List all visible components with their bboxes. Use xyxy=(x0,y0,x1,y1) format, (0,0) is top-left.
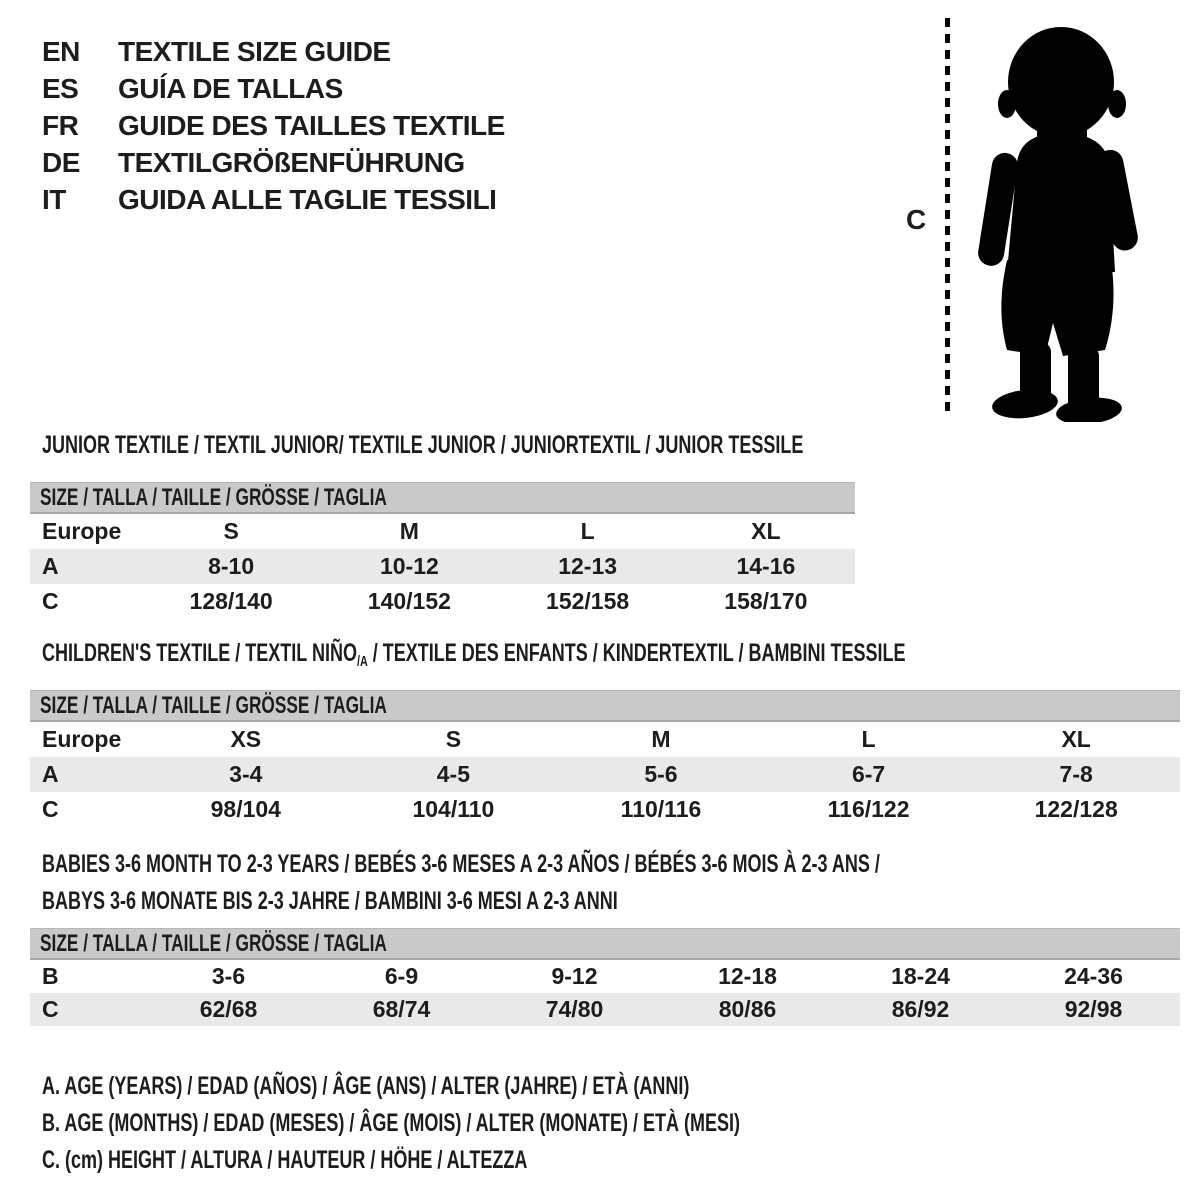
height-cell: 158/170 xyxy=(724,588,808,614)
height-cell: 68/74 xyxy=(372,996,431,1022)
language-row-es xyxy=(42,70,505,107)
table-row-europe xyxy=(30,722,1180,757)
row-label: C xyxy=(42,796,59,822)
age-cell: 10-12 xyxy=(379,553,439,579)
height-cell: 86/92 xyxy=(891,996,950,1022)
age-cell: 18-24 xyxy=(891,963,950,989)
children-title-sub: /A xyxy=(356,653,368,670)
size-cell: M xyxy=(399,518,419,544)
table-row-height xyxy=(30,792,1180,827)
language-header xyxy=(42,33,505,218)
size-cell: S xyxy=(223,518,239,544)
row-label: C xyxy=(42,588,59,614)
height-cell: 140/152 xyxy=(367,588,451,614)
children-title-post: / TEXTILE DES ENFANTS / KINDERTEXTIL / BAMBINI TESSILE xyxy=(367,639,906,667)
height-cell: 152/158 xyxy=(546,588,630,614)
row-label: Europe xyxy=(42,726,122,752)
size-cell: XS xyxy=(230,726,262,752)
junior-size-table xyxy=(30,482,855,619)
language-row-de xyxy=(42,144,505,181)
height-cell: 122/128 xyxy=(1034,796,1118,822)
row-label: A xyxy=(42,553,59,579)
height-cell: 128/140 xyxy=(189,588,273,614)
age-cell: 24-36 xyxy=(1064,963,1123,989)
age-cell: 12-18 xyxy=(718,963,777,989)
language-code: ES xyxy=(42,72,79,104)
age-cell: 7-8 xyxy=(1059,761,1093,787)
age-cell: 8-10 xyxy=(208,553,255,579)
height-cell: 104/110 xyxy=(412,796,495,822)
age-cell: 4-5 xyxy=(436,761,471,787)
language-label: GUIDE DES TAILLES TEXTILE xyxy=(118,109,505,141)
table-row-height xyxy=(30,584,855,619)
size-cell: L xyxy=(580,518,595,544)
size-cell: L xyxy=(861,726,876,752)
size-cell: S xyxy=(445,726,462,752)
footnote-b: B. AGE (MONTHS) / EDAD (MESES) / ÂGE (MOIS) / ALTER (MONATE) / ETÀ (MESI) xyxy=(42,1109,740,1137)
age-cell: 6-9 xyxy=(384,963,419,989)
measure-c-label: C xyxy=(906,204,927,235)
footnote-c: C. (cm) HEIGHT / ALTURA / HAUTEUR / HÖHE / ALTEZZA xyxy=(42,1146,528,1174)
height-cell: 80/86 xyxy=(718,996,777,1022)
row-label: C xyxy=(42,996,59,1022)
language-row-fr xyxy=(42,107,505,144)
footnotes xyxy=(42,1068,1011,1179)
height-cell: 116/122 xyxy=(827,796,910,822)
table-row-height xyxy=(30,993,1180,1026)
height-cell: 74/80 xyxy=(545,996,604,1022)
children-title-pre: CHILDREN'S TEXTILE / TEXTIL NIÑO xyxy=(42,639,357,667)
age-cell: 14-16 xyxy=(736,553,796,579)
height-cell: 62/68 xyxy=(199,996,258,1022)
height-cell: 92/98 xyxy=(1064,996,1123,1022)
language-label: GUIDA ALLE TAGLIE TESSILI xyxy=(118,183,497,215)
language-code: EN xyxy=(42,35,80,67)
language-row-en xyxy=(42,33,505,70)
size-bar: SIZE / TALLA / TAILLE / GRÖSSE / TAGLIA xyxy=(30,482,855,514)
age-cell: 3-6 xyxy=(211,963,246,989)
language-code: FR xyxy=(42,109,79,141)
language-row-it xyxy=(42,181,505,218)
table-row-age xyxy=(30,757,1180,792)
size-cell: XL xyxy=(1061,726,1091,752)
language-label: GUÍA DE TALLAS xyxy=(118,72,343,104)
language-code: IT xyxy=(42,183,66,215)
footnote-a: A. AGE (YEARS) / EDAD (AÑOS) / ÂGE (ANS) / ALTER (JAHRE) / ETÀ (ANNI) xyxy=(42,1072,690,1100)
height-cell: 98/104 xyxy=(210,796,281,822)
size-bar: SIZE / TALLA / TAILLE / GRÖSSE / TAGLIA xyxy=(30,690,1180,722)
age-cell: 9-12 xyxy=(551,963,598,989)
age-cell: 12-13 xyxy=(558,553,618,579)
toddler-silhouette-icon xyxy=(965,20,1143,422)
babies-size-table xyxy=(30,928,1180,1026)
row-label: Europe xyxy=(42,518,122,544)
age-cell: 3-4 xyxy=(229,761,263,787)
height-dashed-line-icon xyxy=(945,18,950,418)
row-label: A xyxy=(42,761,59,787)
table-row-age-months xyxy=(30,960,1180,993)
age-cell: 6-7 xyxy=(851,761,886,787)
age-cell: 5-6 xyxy=(644,761,678,787)
table-row-age xyxy=(30,549,855,584)
babies-title-line2: BABYS 3-6 MONATE BIS 2-3 JAHRE / BAMBINI 3-6 MESI A 2-3 ANNI xyxy=(42,887,618,915)
language-code: DE xyxy=(42,146,80,178)
row-label: B xyxy=(42,963,59,989)
babies-section-title xyxy=(42,846,1200,920)
babies-title-line1: BABIES 3-6 MONTH TO 2-3 YEARS / BEBÉS 3-6 MESES A 2-3 AÑOS / BÉBÉS 3-6 MOIS À 2-3 ANS / xyxy=(42,850,880,878)
size-cell: M xyxy=(651,726,671,752)
children-size-table xyxy=(30,690,1180,827)
height-cell: 110/116 xyxy=(620,796,702,822)
size-bar: SIZE / TALLA / TAILLE / GRÖSSE / TAGLIA xyxy=(30,928,1180,960)
language-label: TEXTILE SIZE GUIDE xyxy=(118,35,391,67)
children-section-title xyxy=(42,638,1200,677)
size-cell: XL xyxy=(751,518,781,544)
language-label: TEXTILGRÖßENFÜHRUNG xyxy=(118,146,465,178)
table-row-europe xyxy=(30,514,855,549)
junior-section-title: JUNIOR TEXTILE / TEXTIL JUNIOR/ TEXTILE JUNIOR / JUNIORTEXTIL / JUNIOR TESSILE xyxy=(42,431,804,459)
